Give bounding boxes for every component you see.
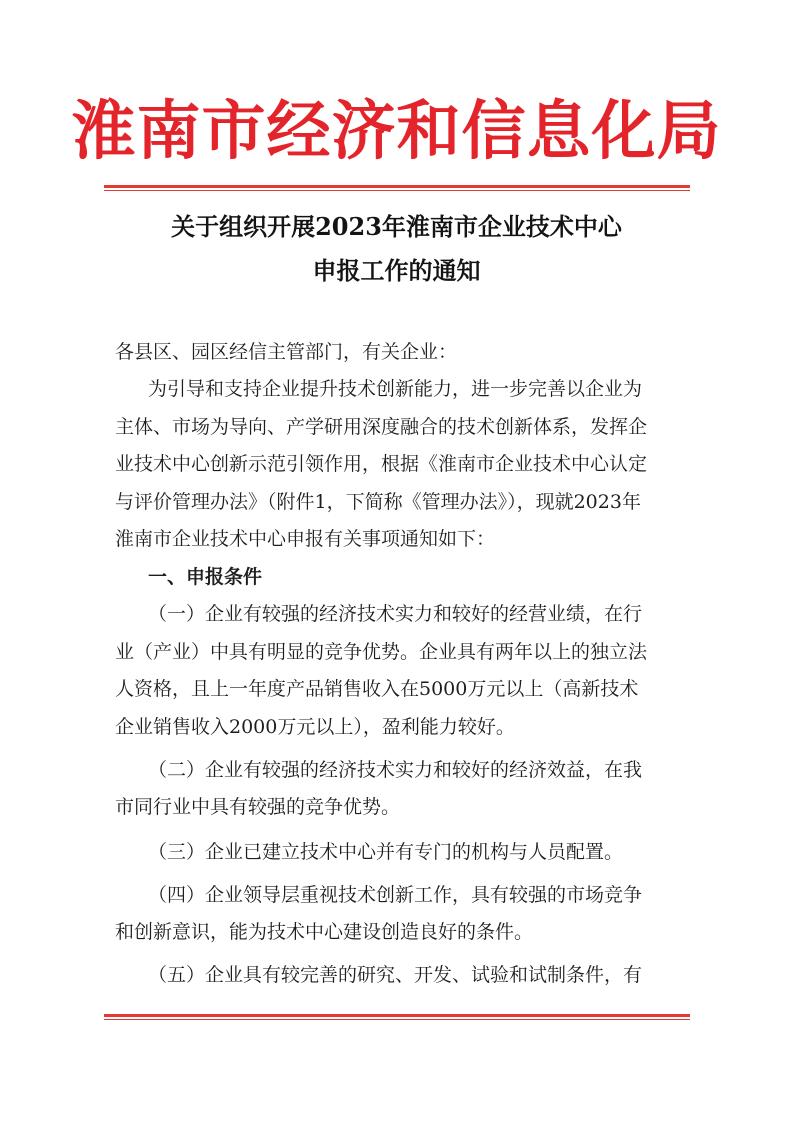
body-text-line: 和创新意识，能为技术中心建设创造良好的条件。 [115, 921, 534, 943]
body-text-line: 业技术中心创新示范引领作用，根据《淮南市企业技术中心认定 [115, 453, 648, 475]
body-text-line: 淮南市企业技术中心申报有关事项通知如下： [115, 528, 496, 550]
body-text-line: （一）企业有较强的经济技术实力和较好的经营业绩，在行 [148, 603, 643, 625]
body-text-line: 企业销售收入2000万元以上），盈利能力较好。 [115, 716, 515, 738]
notice-title-line-1: 关于组织开展2023年淮南市企业技术中心 [171, 212, 622, 241]
body-text-line: （五）企业具有较完善的研究、开发、试验和试制条件，有 [148, 964, 643, 986]
body-text-line: 为引导和支持企业提升技术创新能力，进一步完善以企业为 [148, 378, 643, 400]
body-text-line: （二）企业有较强的经济技术实力和较好的经济效益，在我 [148, 759, 643, 781]
masthead-red-rule [104, 185, 690, 191]
body-text-line: 主体、市场为导向、产学研用深度融合的技术创新体系，发挥企 [115, 416, 648, 438]
section-heading: 一、申报条件 [148, 566, 263, 588]
body-text-line: 与评价管理办法》（附件1，下简称《管理办法》），现就2023年 [115, 491, 641, 513]
body-text-line: 人资格，且上一年度产品销售收入在5000万元以上（高新技术 [115, 678, 639, 700]
issuing-authority-masthead: 淮南市经济和信息化局 [71, 95, 722, 169]
body-text-line: 业（产业）中具有明显的竞争优势。企业具有两年以上的独立法 [115, 641, 648, 663]
body-text-line: （三）企业已建立技术中心并有专门的机构与人员配置。 [148, 841, 624, 863]
body-text-line: （四）企业领导层重视技术创新工作，具有较强的市场竞争 [148, 884, 643, 906]
notice-title-line-2: 申报工作的通知 [312, 256, 481, 285]
salutation: 各县区、园区经信主管部门，有关企业： [115, 341, 458, 363]
footer-red-rule [104, 1014, 690, 1020]
body-text-line: 市同行业中具有较强的竞争优势。 [115, 796, 401, 818]
